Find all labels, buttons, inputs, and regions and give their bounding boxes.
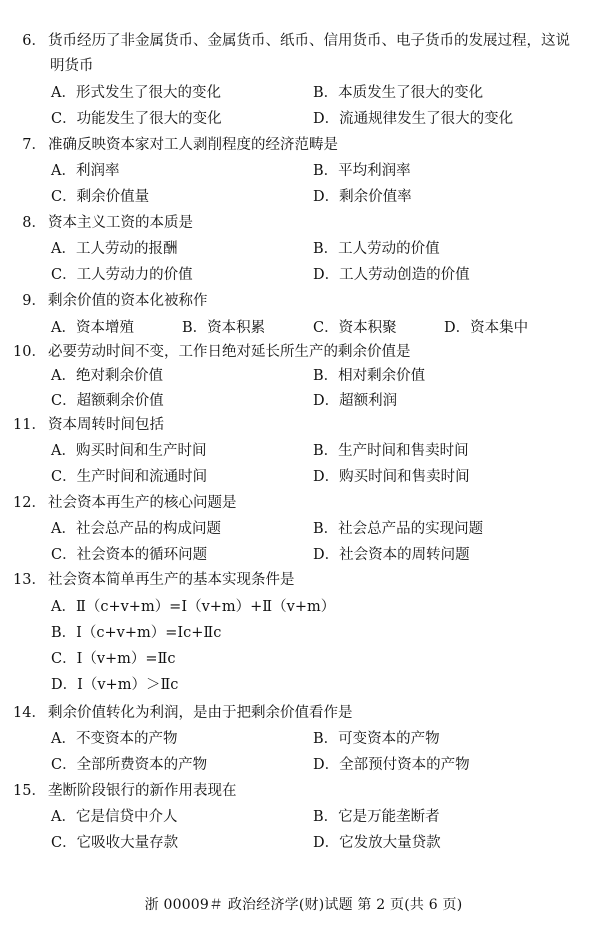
question-stem: 垄断阶段银行的新作用表现在 — [48, 783, 237, 799]
question-number: 9． — [22, 293, 46, 309]
option-d: D．流通规律发生了很大的变化 — [313, 111, 514, 127]
option-a: A．绝对剩余价值 — [51, 368, 163, 384]
question-stem: 准确反映资本家对工人剥削程度的经济范畴是 — [48, 137, 338, 153]
option-b: B．相对剩余价值 — [313, 368, 426, 384]
option-d: D．资本集中 — [444, 320, 529, 336]
option-c: C．功能发生了很大的变化 — [51, 111, 222, 127]
question-number: 10． — [13, 344, 46, 360]
option-b: B．它是万能垄断者 — [313, 809, 440, 825]
question-number: 6． — [22, 33, 46, 49]
question-number: 12． — [13, 495, 46, 511]
question-stem: 资本周转时间包括 — [48, 417, 164, 433]
option-a: A．购买时间和生产时间 — [51, 443, 207, 459]
option-c: C．资本积聚 — [313, 320, 397, 336]
option-d: D．Ⅰ（v+m）＞Ⅱc — [51, 677, 179, 693]
option-b: B．Ⅰ（c+v+m）=Ⅰc+Ⅱc — [51, 625, 222, 641]
question-stem-continuation: 明货币 — [50, 58, 94, 74]
option-b: B．生产时间和售卖时间 — [313, 443, 469, 459]
option-a: A．它是信贷中介人 — [51, 809, 178, 825]
option-d: D．全部预付资本的产物 — [313, 757, 470, 773]
question-stem: 货币经历了非金属货币、金属货币、纸币、信用货币、电子货币的发展过程，这说 — [48, 33, 570, 49]
option-c: C．Ⅰ（v+m）=Ⅱc — [51, 651, 176, 667]
question-number: 11． — [13, 417, 46, 433]
option-d: D．购买时间和售卖时间 — [313, 469, 470, 485]
option-d: D．剩余价值率 — [313, 189, 412, 205]
option-a: A．利润率 — [51, 163, 120, 179]
page-footer: 浙 00009＃ 政治经济学(财)试题 第 2 页(共 6 页) — [144, 897, 463, 913]
option-a: A．资本增殖 — [51, 320, 134, 336]
question-stem: 资本主义工资的本质是 — [48, 215, 193, 231]
option-a: A．工人劳动的报酬 — [51, 241, 178, 257]
question-number: 14． — [13, 705, 46, 721]
option-c: C．社会资本的循环问题 — [51, 547, 208, 563]
option-a: A．形式发生了很大的变化 — [51, 85, 221, 101]
question-stem: 社会资本再生产的核心问题是 — [48, 495, 237, 511]
option-d: D．超额利润 — [313, 393, 398, 409]
option-c: C．生产时间和流通时间 — [51, 469, 208, 485]
option-b: B．工人劳动的价值 — [313, 241, 440, 257]
option-c: C．它吸收大量存款 — [51, 835, 179, 851]
question-number: 7． — [22, 137, 46, 153]
option-c: C．剩余价值量 — [51, 189, 150, 205]
question-stem: 剩余价值转化为利润，是由于把剩余价值看作是 — [48, 705, 353, 721]
question-number: 13． — [13, 572, 46, 588]
question-number: 15． — [13, 783, 46, 799]
option-d: D．社会资本的周转问题 — [313, 547, 470, 563]
question-number: 8． — [22, 215, 46, 231]
option-d: D．它发放大量贷款 — [313, 835, 441, 851]
option-c: C．全部所费资本的产物 — [51, 757, 208, 773]
option-b: B．社会总产品的实现问题 — [313, 521, 484, 537]
option-d: D．工人劳动创造的价值 — [313, 267, 470, 283]
question-stem: 必要劳动时间不变，工作日绝对延长所生产的剩余价值是 — [48, 344, 411, 360]
option-b: B．平均利润率 — [313, 163, 411, 179]
option-c: C．工人劳动力的价值 — [51, 267, 193, 283]
option-a: A．Ⅱ（c+v+m）=Ⅰ（v+m）+Ⅱ（v+m） — [51, 599, 336, 615]
option-a: A．不变资本的产物 — [51, 731, 178, 747]
question-stem: 社会资本简单再生产的基本实现条件是 — [48, 572, 295, 588]
option-c: C．超额剩余价值 — [51, 393, 164, 409]
question-stem: 剩余价值的资本化被称作 — [48, 293, 208, 309]
option-b: B．可变资本的产物 — [313, 731, 440, 747]
option-b: B．本质发生了很大的变化 — [313, 85, 484, 101]
option-a: A．社会总产品的构成问题 — [51, 521, 221, 537]
option-b: B．资本积累 — [182, 320, 266, 336]
